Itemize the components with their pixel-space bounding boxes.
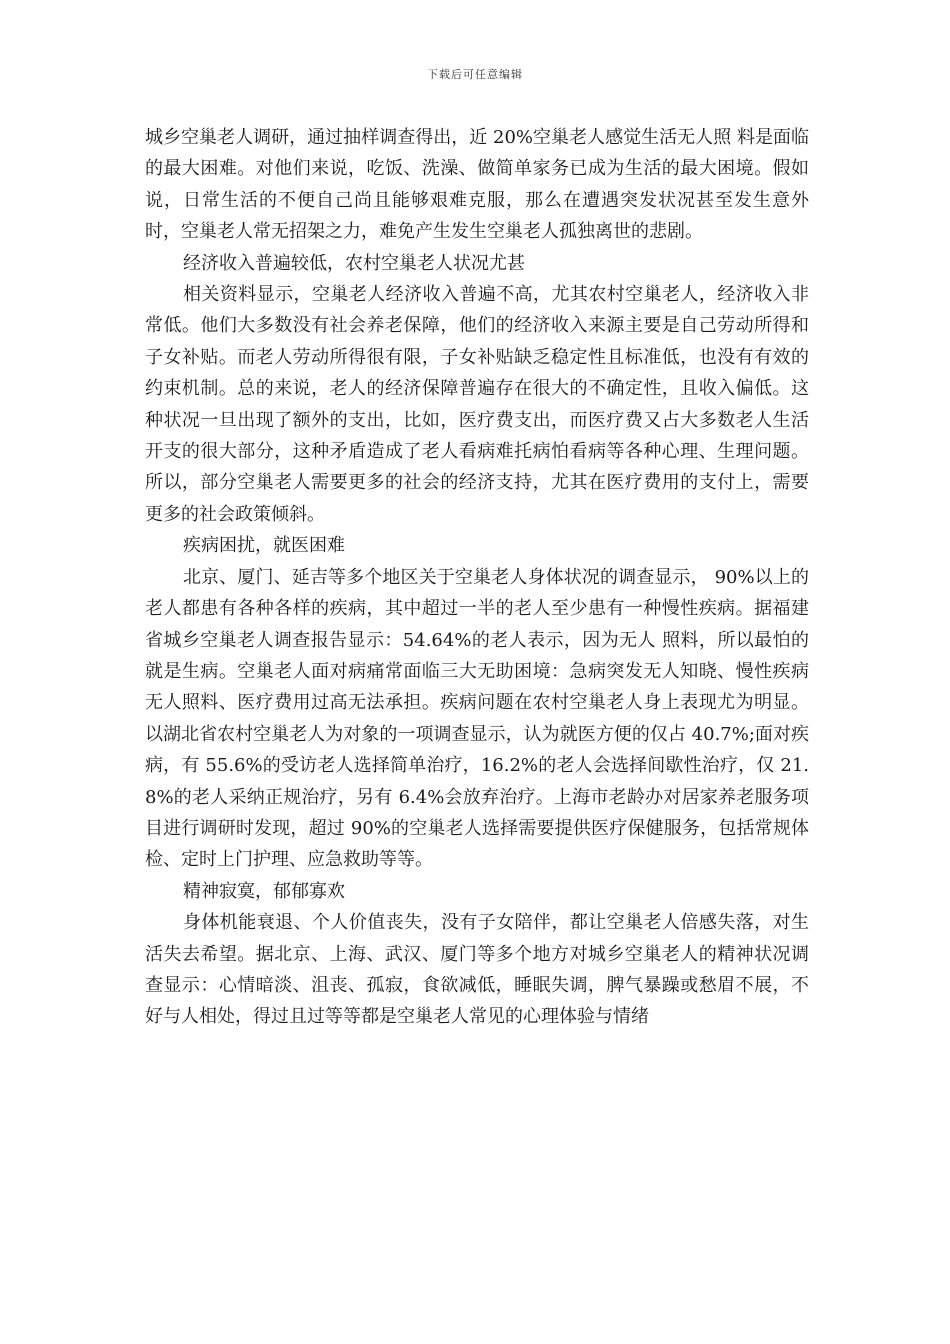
heading-loneliness: 精神寂寞，郁郁寡欢 bbox=[183, 880, 345, 902]
paragraph-living-difficulties: 城乡空巢老人调研，通过抽样调查得出，近 20%空巢老人感觉生活无人照 料是面临的最大困难。对他们来说，吃饭、洗澡、做简单家务已成为生活的最大困境。假如说，日常生活的不便自己尚且能够艰难克服，那么在遭遇突发状况甚至发生意外时，空巢老人常无招架之力，难免产生发生空巢老人孤独离世的悲剧。 bbox=[145, 127, 809, 243]
page-header: 下载后可任意编辑 bbox=[427, 68, 523, 81]
paragraph-illness: 北京、厦门、延吉等多个地区关于空巢老人身体状况的调查显示， 90%以上的老人都患有各种各样的疾病，其中超过一半的老人至少患有一种慢性疾病。据福建省城乡空巢老人调查报告显示：54.64%的老人表示，因为无人 照料，所以最怕的就是生病。空巢老人面对病痛常面临三大无助困境：急病突发无人知晓、慢性疾病无人照料、医疗费用过高无法承担。疾病问题在农村空巢老人身上表现尤为明显。以湖北省农村空巢老人为对象的一项调查显示，认为就医方便的仅占 40.7%;面对疾病，有 55.6%的受访老人选择简单治疗，16.2%的老人会选择间歇性治疗，仅 21.8%的老人采纳正规治疗，另有 6.4%会放弃治疗。上海市老龄办对居家养老服务项目进行调研时发现，超过 90%的空巢老人选择需要提供医疗保健服务，包括常规体检、定时上门护理、应急救助等等。 bbox=[145, 566, 809, 871]
document-body bbox=[145, 122, 809, 1033]
heading-economic-income: 经济收入普遍较低，农村空巢老人状况尤甚 bbox=[183, 252, 525, 274]
heading-illness: 疾病困扰，就医困难 bbox=[183, 535, 345, 557]
paragraph-economic-income: 相关资料显示，空巢老人经济收入普遍不高，尤其农村空巢老人，经济收入非常低。他们大多数没有社会养老保障，他们的经济收入来源主要是自己劳动所得和子女补贴。而老人劳动所得很有限，子女补贴缺乏稳定性且标准低，也没有有效的约束机制。总的来说，老人的经济保障普遍存在很大的不确定性，且收入偏低。这种状况一旦出现了额外的支出，比如，医疗费支出，而医疗费又占大多数老人生活开支的很大部分，这种矛盾造成了老人看病难托病怕看病等各种心理、生理问题。所以，部分空巢老人需要更多的社会的经济支持，尤其在医疗费用的支付上，需要更多的社会政策倾斜。 bbox=[145, 284, 809, 525]
paragraph-loneliness: 身体机能衰退、个人价值丧失，没有子女陪伴，都让空巢老人倍感失落，对生活失去希望。据北京、上海、武汉、厦门等多个地方对城乡空巢老人的精神状况调查显示：心情暗淡、沮丧、孤寂，食欲减低，睡眠失调，脾气暴躁或愁眉不展，不好与人相处，得过且过等等都是空巢老人常见的心理体验与情绪 bbox=[145, 912, 809, 1028]
